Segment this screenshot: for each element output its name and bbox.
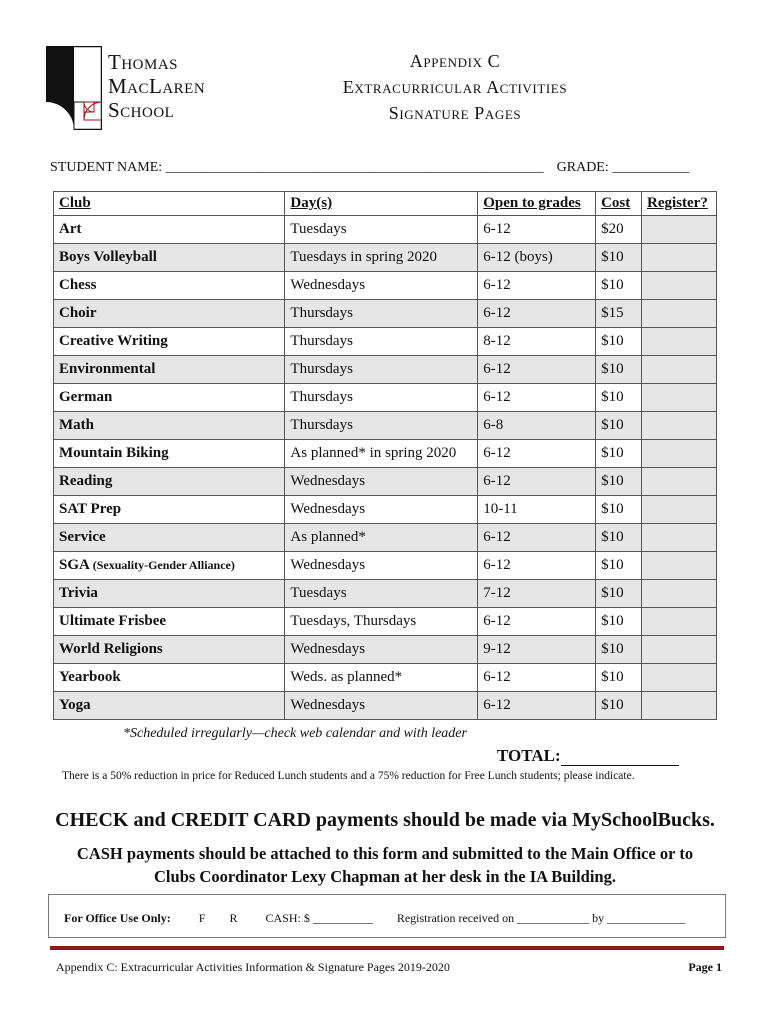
total-field — [497, 746, 679, 766]
days-cell: Thursdays — [285, 300, 478, 328]
table-row — [54, 468, 717, 496]
school-name-line: School — [108, 98, 175, 122]
grades-cell: 6-12 — [478, 300, 596, 328]
clubs-table — [53, 191, 717, 720]
title-line: Signature Pages — [388, 103, 522, 123]
club-name: Service — [59, 529, 106, 545]
register-checkbox-cell[interactable] — [642, 608, 717, 636]
grades-cell: 6-12 — [478, 664, 596, 692]
grade-field[interactable]: GRADE: ___________ — [556, 160, 690, 175]
cost-cell: $10 — [596, 272, 642, 300]
club-name: Choir — [59, 305, 97, 321]
cost-cell: $10 — [596, 244, 642, 272]
cost-cell: $10 — [596, 580, 642, 608]
club-name: Environmental — [59, 361, 156, 377]
table-row — [54, 440, 717, 468]
grades-cell: 6-12 — [478, 384, 596, 412]
club-cell — [54, 552, 285, 580]
register-checkbox-cell[interactable] — [642, 636, 717, 664]
days-cell: As planned* in spring 2020 — [285, 440, 478, 468]
club-name: Yearbook — [59, 669, 121, 685]
club-name: Yoga — [59, 697, 91, 713]
office-cash-field: CASH: $ __________ — [265, 911, 373, 925]
table-row — [54, 300, 717, 328]
days-cell: Thursdays — [285, 356, 478, 384]
days-cell: Wednesdays — [285, 272, 478, 300]
grades-cell: 6-12 — [478, 608, 596, 636]
days-cell: Thursdays — [285, 384, 478, 412]
footnote: *Scheduled irregularly—check web calendar and with leader — [123, 726, 467, 741]
club-subtitle: (Sexuality-Gender Alliance) — [92, 558, 235, 572]
register-checkbox-cell[interactable] — [642, 552, 717, 580]
student-info-line — [50, 160, 689, 176]
club-name: Boys Volleyball — [59, 249, 157, 265]
column-header: Club — [54, 192, 285, 216]
grades-cell: 6-12 — [478, 440, 596, 468]
office-use-box — [48, 894, 726, 938]
cash-note-line: Clubs Coordinator Lexy Chapman at her desk in the IA Building. — [154, 867, 616, 886]
club-cell — [54, 692, 285, 720]
days-cell: Wednesdays — [285, 496, 478, 524]
club-name: Mountain Biking — [59, 445, 169, 461]
days-cell: Wednesdays — [285, 636, 478, 664]
register-checkbox-cell[interactable] — [642, 216, 717, 244]
cost-cell: $10 — [596, 440, 642, 468]
club-cell — [54, 608, 285, 636]
student-name-field[interactable]: STUDENT NAME: ______________________________________________________ — [50, 160, 544, 175]
club-name: Ultimate Frisbee — [59, 613, 167, 629]
days-cell: Tuesdays — [285, 580, 478, 608]
footer-text: Appendix C: Extracurricular Activities Information & Signature Pages 2019-2020 — [56, 960, 450, 974]
grades-cell: 6-12 — [478, 272, 596, 300]
total-label: TOTAL: — [497, 746, 561, 765]
cost-cell: $10 — [596, 636, 642, 664]
grades-cell: 10-11 — [478, 496, 596, 524]
days-cell: Wednesdays — [285, 692, 478, 720]
days-cell: As planned* — [285, 524, 478, 552]
school-name — [108, 50, 205, 122]
title-line: Extracurricular Activities — [342, 77, 568, 97]
register-checkbox-cell[interactable] — [642, 384, 717, 412]
club-cell — [54, 244, 285, 272]
club-name: Chess — [59, 277, 97, 293]
office-use-label: For Office Use Only: — [64, 911, 171, 925]
cost-cell: $10 — [596, 384, 642, 412]
club-name: Trivia — [59, 585, 98, 601]
grades-cell: 9-12 — [478, 636, 596, 664]
table-header-row — [54, 192, 717, 216]
club-name: Art — [59, 221, 82, 237]
office-r-mark: R — [229, 911, 238, 925]
office-f-mark: F — [198, 911, 206, 925]
grades-cell: 8-12 — [478, 328, 596, 356]
cost-cell: $10 — [596, 692, 642, 720]
column-header: Open to grades — [478, 192, 596, 216]
table-row — [54, 496, 717, 524]
cost-cell: $15 — [596, 300, 642, 328]
table-row — [54, 244, 717, 272]
cost-cell: $10 — [596, 664, 642, 692]
club-cell — [54, 440, 285, 468]
register-checkbox-cell[interactable] — [642, 664, 717, 692]
club-name: German — [59, 389, 113, 405]
footer-rule — [50, 946, 724, 950]
grades-cell: 6-12 — [478, 216, 596, 244]
document-title — [300, 48, 610, 126]
club-cell — [54, 300, 285, 328]
grades-cell: 6-12 (boys) — [478, 244, 596, 272]
register-checkbox-cell[interactable] — [642, 328, 717, 356]
register-checkbox-cell[interactable] — [642, 244, 717, 272]
register-checkbox-cell[interactable] — [642, 580, 717, 608]
club-cell — [54, 412, 285, 440]
club-cell — [54, 328, 285, 356]
days-cell: Tuesdays — [285, 216, 478, 244]
cost-cell: $20 — [596, 216, 642, 244]
club-cell — [54, 272, 285, 300]
table-row — [54, 412, 717, 440]
table-row — [54, 692, 717, 720]
school-name-line: MacLaren — [108, 74, 206, 98]
register-checkbox-cell[interactable] — [642, 356, 717, 384]
register-checkbox-cell[interactable] — [642, 468, 717, 496]
table-row — [54, 356, 717, 384]
table-row — [54, 384, 717, 412]
grades-cell: 7-12 — [478, 580, 596, 608]
table-row — [54, 524, 717, 552]
cost-cell: $10 — [596, 356, 642, 384]
cost-cell: $10 — [596, 524, 642, 552]
school-logo — [46, 46, 102, 130]
title-line: Appendix C — [409, 51, 501, 71]
grades-cell: 6-12 — [478, 468, 596, 496]
club-cell — [54, 524, 285, 552]
cost-cell: $10 — [596, 552, 642, 580]
register-checkbox-cell[interactable] — [642, 412, 717, 440]
grades-cell: 6-12 — [478, 356, 596, 384]
club-cell — [54, 496, 285, 524]
grades-cell: 6-12 — [478, 552, 596, 580]
register-checkbox-cell[interactable] — [642, 440, 717, 468]
club-name: Reading — [59, 473, 113, 489]
column-header: Day(s) — [285, 192, 478, 216]
club-cell — [54, 636, 285, 664]
club-cell — [54, 384, 285, 412]
cost-cell: $10 — [596, 412, 642, 440]
table-body — [54, 216, 717, 720]
cost-cell: $10 — [596, 496, 642, 524]
days-cell: Thursdays — [285, 412, 478, 440]
column-header: Register? — [642, 192, 717, 216]
table-row — [54, 552, 717, 580]
days-cell: Wednesdays — [285, 468, 478, 496]
club-cell — [54, 580, 285, 608]
grades-cell: 6-12 — [478, 524, 596, 552]
club-cell — [54, 216, 285, 244]
table-row — [54, 636, 717, 664]
table-row — [54, 608, 717, 636]
register-checkbox-cell[interactable] — [642, 524, 717, 552]
table-row — [54, 328, 717, 356]
school-name-line: Thomas — [108, 50, 179, 74]
club-name: Creative Writing — [59, 333, 168, 349]
days-cell: Weds. as planned* — [285, 664, 478, 692]
register-checkbox-cell[interactable] — [642, 300, 717, 328]
cost-cell: $10 — [596, 608, 642, 636]
cash-payment-note — [0, 842, 770, 888]
days-cell: Tuesdays in spring 2020 — [285, 244, 478, 272]
days-cell: Tuesdays, Thursdays — [285, 608, 478, 636]
check-payment-note: CHECK and CREDIT CARD payments should be made via MySchoolBucks. — [55, 809, 715, 831]
table-row — [54, 580, 717, 608]
club-cell — [54, 664, 285, 692]
office-received-field: Registration received on ____________ by _____________ — [396, 911, 686, 925]
register-checkbox-cell[interactable] — [642, 272, 717, 300]
days-cell: Thursdays — [285, 328, 478, 356]
grades-cell: 6-8 — [478, 412, 596, 440]
total-input-line[interactable] — [561, 749, 679, 766]
table-row — [54, 664, 717, 692]
register-checkbox-cell[interactable] — [642, 496, 717, 524]
club-cell — [54, 468, 285, 496]
cash-note-line: CASH payments should be attached to this form and submitted to the Main Office or to — [76, 844, 694, 863]
register-checkbox-cell[interactable] — [642, 692, 717, 720]
club-name: SGA — [59, 557, 90, 573]
column-header: Cost — [596, 192, 642, 216]
table-row — [54, 272, 717, 300]
reduction-note: There is a 50% reduction in price for Reduced Lunch students and a 75% reduction for Free Lunch students; please indicate. — [62, 770, 635, 782]
page-number: Page 1 — [688, 960, 722, 974]
club-name: World Religions — [59, 641, 163, 657]
cost-cell: $10 — [596, 328, 642, 356]
cost-cell: $10 — [596, 468, 642, 496]
club-name: Math — [59, 417, 94, 433]
table-row — [54, 216, 717, 244]
days-cell: Wednesdays — [285, 552, 478, 580]
grades-cell: 6-12 — [478, 692, 596, 720]
club-cell — [54, 356, 285, 384]
club-name: SAT Prep — [59, 501, 122, 517]
